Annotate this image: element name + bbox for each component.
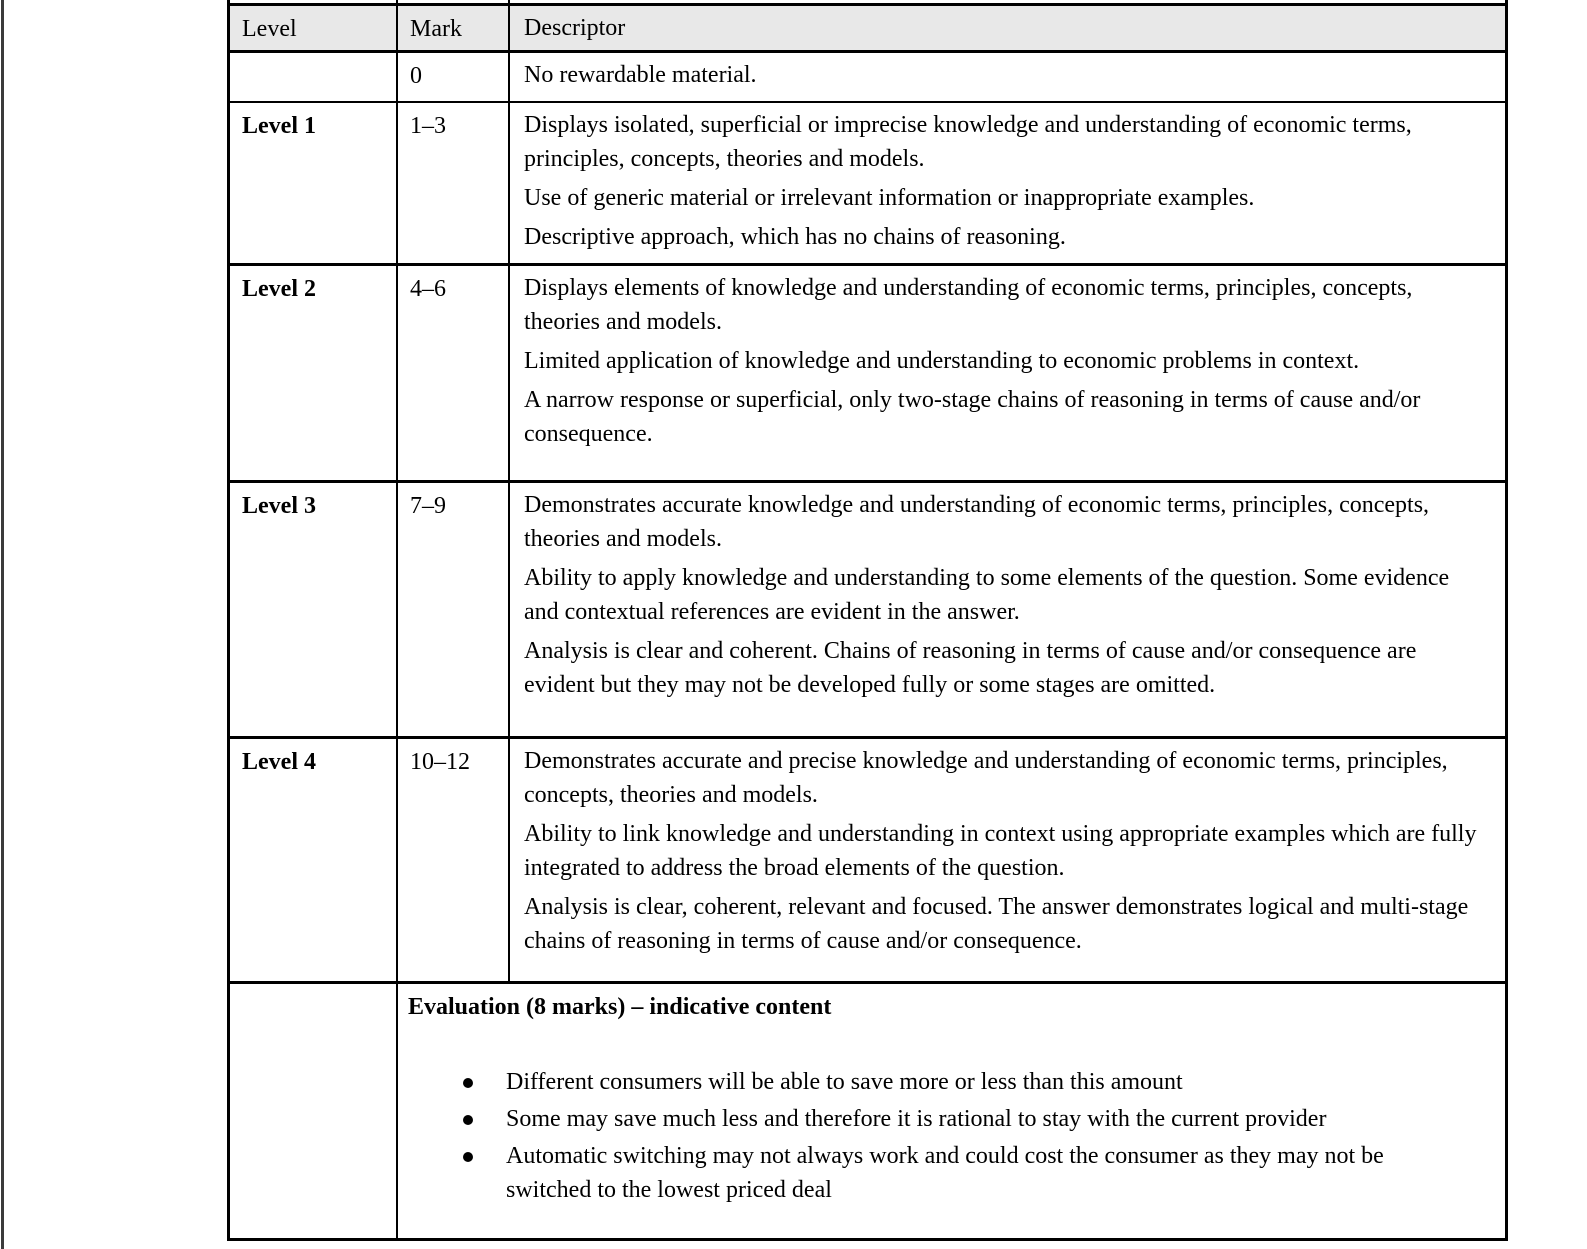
column-header-level: Level <box>230 6 398 50</box>
descriptor-paragraph: Ability to apply knowledge and understanding to some elements of the question. Some evidence and contextual references are evident in the answer. <box>524 565 1450 625</box>
descriptor-paragraph: Ability to link knowledge and understanding in context using appropriate examples which are fully integrated to address the broad elements of the question. <box>524 821 1477 881</box>
descriptor-paragraph: Analysis is clear and coherent. Chains of reasoning in terms of cause and/or consequence are evident but they may not be developed fully or some stages are omitted. <box>524 638 1417 698</box>
mark-scheme-table <box>227 0 1508 1241</box>
descriptor-paragraph: Use of generic material or irrelevant information or inappropriate examples. <box>524 185 1255 211</box>
column-header-mark: Mark <box>398 6 510 50</box>
level-label-3: Level 3 <box>230 483 398 736</box>
descriptor-cell <box>510 266 1505 480</box>
descriptor-paragraph: Displays elements of knowledge and understanding of economic terms, principles, concepts, theories and models. <box>524 275 1413 335</box>
level-cell-empty <box>230 984 398 1238</box>
mark-value-level-3: 7–9 <box>398 483 510 736</box>
evaluation-bullet-list <box>408 1065 1485 1207</box>
bullet-item: Some may save much less and therefore it is rational to stay with the current provider <box>408 1102 1457 1136</box>
level-label-2: Level 2 <box>230 266 398 480</box>
descriptor-paragraph: Limited application of knowledge and understanding to economic problems in context. <box>524 348 1360 374</box>
descriptor-paragraph: Descriptive approach, which has no chains of reasoning. <box>524 224 1066 250</box>
descriptor-cell <box>510 53 1505 101</box>
evaluation-cell <box>398 984 1505 1238</box>
bullet-item: Automatic switching may not always work and could cost the consumer as they may not be switched to the lowest priced deal <box>408 1139 1457 1207</box>
partial-mark-cell <box>398 0 510 3</box>
evaluation-heading: Evaluation (8 marks) – indicative content <box>408 994 832 1020</box>
table-row-evaluation <box>230 984 1505 1238</box>
descriptor-cell <box>510 739 1505 981</box>
descriptor-paragraph: Displays isolated, superficial or imprecise knowledge and understanding of economic terms, principles, concepts, theories and models. <box>524 112 1412 172</box>
descriptor-paragraph: Demonstrates accurate and precise knowledge and understanding of economic terms, principles, concepts, theories and models. <box>524 748 1448 808</box>
level-label-4: Level 4 <box>230 739 398 981</box>
mark-value-level-2: 4–6 <box>398 266 510 480</box>
descriptor-paragraph: Demonstrates accurate knowledge and understanding of economic terms, principles, concepts, theories and models. <box>524 492 1430 552</box>
table-row-level-3 <box>230 483 1505 739</box>
mark-value-level-1: 1–3 <box>398 103 510 263</box>
page-edge-line <box>1 0 4 1249</box>
descriptor-cell <box>510 483 1505 736</box>
table-row-mark-0 <box>230 53 1505 103</box>
mark-value-0: 0 <box>398 53 510 101</box>
mark-value-level-4: 10–12 <box>398 739 510 981</box>
level-cell-empty <box>230 53 398 101</box>
table-row-level-4 <box>230 739 1505 984</box>
bullet-item: Different consumers will be able to save more or less than this amount <box>408 1065 1457 1099</box>
partial-level-cell <box>230 0 398 3</box>
level-label-1: Level 1 <box>230 103 398 263</box>
partial-descriptor-cell <box>510 0 1505 3</box>
table-row-level-1 <box>230 103 1505 266</box>
table-row-level-2 <box>230 266 1505 483</box>
descriptor-paragraph: A narrow response or superficial, only two-stage chains of reasoning in terms of cause and/or consequence. <box>524 387 1421 447</box>
descriptor-paragraph: Analysis is clear, coherent, relevant and focused. The answer demonstrates logical and multi-stage chains of reasoning in terms of cause and/or consequence. <box>524 894 1469 954</box>
descriptor-paragraph: No rewardable material. <box>524 62 757 88</box>
descriptor-cell <box>510 103 1505 263</box>
table-header-row <box>230 6 1505 53</box>
column-header-descriptor: Descriptor <box>524 15 626 41</box>
